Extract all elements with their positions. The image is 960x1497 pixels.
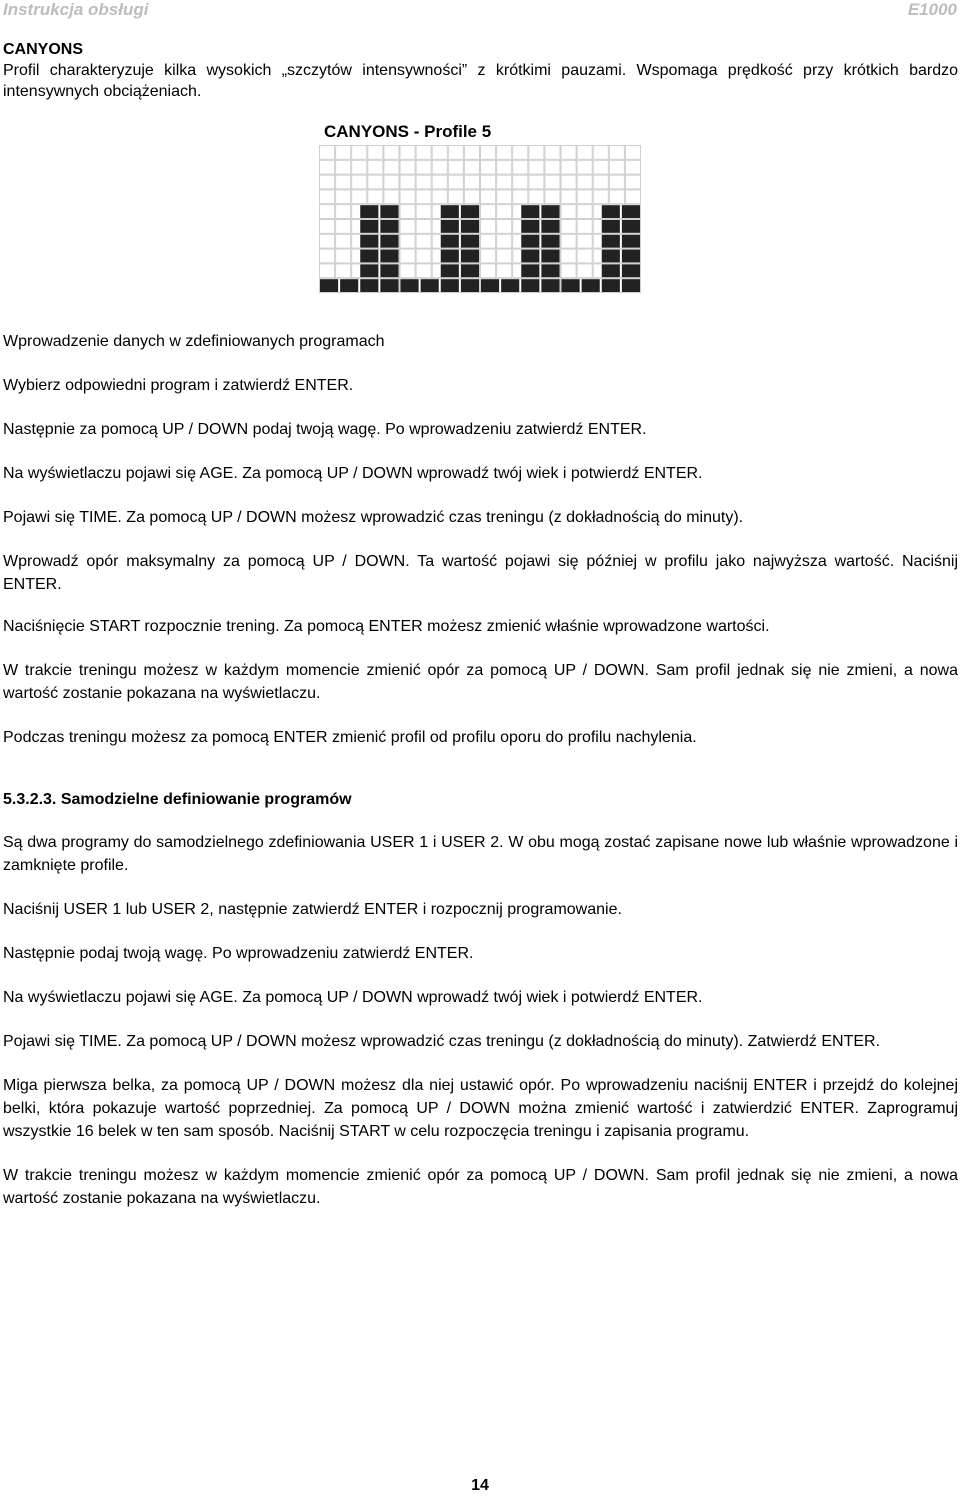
- bar-segment: [481, 279, 499, 292]
- bar-segment: [360, 205, 378, 218]
- grid-cell: [561, 220, 576, 234]
- bar-segment: [521, 220, 539, 233]
- grid-cell: [609, 190, 624, 204]
- grid-cell: [416, 175, 431, 189]
- bar-segment: [501, 279, 519, 292]
- grid-cell: [352, 190, 367, 204]
- grid-cell: [497, 249, 512, 263]
- grid-cell: [400, 205, 415, 219]
- grid-cell: [545, 190, 560, 204]
- grid-cell: [577, 264, 592, 278]
- grid-cell: [448, 160, 463, 174]
- page-header: [0, 0, 960, 22]
- grid-cell: [368, 160, 383, 174]
- grid-cell: [513, 190, 528, 204]
- grid-cell: [513, 175, 528, 189]
- grid-cell: [368, 175, 383, 189]
- grid-cell: [432, 190, 447, 204]
- paragraph: Wprowadź opór maksymalny za pomocą UP / DOWN. Ta wartość pojawi się później w profilu jako najwyższa wartość. Naciśnij ENTER.: [3, 553, 958, 593]
- grid-cell: [336, 220, 351, 234]
- bar-segment: [521, 205, 539, 218]
- grid-cell: [561, 175, 576, 189]
- bar-segment: [622, 279, 640, 292]
- grid-cell: [625, 175, 640, 189]
- grid-cell: [561, 249, 576, 263]
- grid-cell: [416, 190, 431, 204]
- grid-cell: [513, 146, 528, 160]
- header-title: Instrukcja obsługi: [3, 0, 149, 19]
- grid-cell: [400, 220, 415, 234]
- grid-cell: [416, 234, 431, 248]
- grid-cell: [497, 220, 512, 234]
- bar-segment: [320, 279, 338, 292]
- grid-cell: [432, 175, 447, 189]
- grid-cell: [336, 234, 351, 248]
- grid-cell: [593, 190, 608, 204]
- paragraph: Podczas treningu możesz za pomocą ENTER zmienić profil od profilu oporu do profilu nachylenia.: [3, 729, 697, 746]
- bar-segment: [380, 220, 398, 233]
- grid-cell: [464, 190, 479, 204]
- grid-cell: [336, 205, 351, 219]
- grid-cell: [545, 160, 560, 174]
- grid-cell: [416, 264, 431, 278]
- paragraph: Na wyświetlaczu pojawi się AGE. Za pomocą UP / DOWN wprowadź twój wiek i potwierdź ENTER.: [3, 465, 703, 482]
- grid-cell: [400, 160, 415, 174]
- chart-svg: [319, 145, 641, 293]
- bar-segment: [582, 279, 600, 292]
- grid-cell: [320, 146, 335, 160]
- grid-cell: [577, 220, 592, 234]
- grid-cell: [352, 175, 367, 189]
- grid-cell: [400, 190, 415, 204]
- bar-segment: [461, 250, 479, 263]
- bar-segment: [441, 220, 459, 233]
- bar-segment: [622, 205, 640, 218]
- bar-segment: [360, 235, 378, 248]
- bar-segment: [521, 279, 539, 292]
- bar-segment: [380, 250, 398, 263]
- grid-cell: [625, 160, 640, 174]
- grid-cell: [400, 249, 415, 263]
- grid-cell: [320, 190, 335, 204]
- bar-segment: [602, 279, 620, 292]
- grid-cell: [561, 160, 576, 174]
- bar-segment: [541, 220, 559, 233]
- grid-cell: [432, 160, 447, 174]
- grid-cell: [448, 175, 463, 189]
- bar-segment: [441, 264, 459, 277]
- bar-segment: [602, 205, 620, 218]
- grid-cell: [561, 264, 576, 278]
- grid-cell: [400, 264, 415, 278]
- bar-segment: [602, 264, 620, 277]
- grid-cell: [400, 234, 415, 248]
- grid-cell: [625, 190, 640, 204]
- bar-segment: [380, 264, 398, 277]
- grid-cell: [529, 175, 544, 189]
- grid-cell: [320, 175, 335, 189]
- bar-segment: [360, 250, 378, 263]
- grid-cell: [336, 175, 351, 189]
- grid-cell: [336, 264, 351, 278]
- grid-cell: [513, 160, 528, 174]
- grid-cell: [384, 175, 399, 189]
- grid-cell: [416, 160, 431, 174]
- grid-cell: [545, 146, 560, 160]
- grid-cell: [577, 190, 592, 204]
- grid-cell: [481, 264, 496, 278]
- grid-cell: [609, 146, 624, 160]
- bar-segment: [541, 205, 559, 218]
- grid-cell: [320, 234, 335, 248]
- grid-cell: [497, 234, 512, 248]
- bar-segment: [541, 250, 559, 263]
- grid-cell: [497, 146, 512, 160]
- grid-cell: [384, 146, 399, 160]
- grid-cell: [577, 205, 592, 219]
- grid-cell: [432, 146, 447, 160]
- paragraph: Naciśnij USER 1 lub USER 2, następnie zatwierdź ENTER i rozpocznij programowanie.: [3, 901, 622, 918]
- grid-cell: [481, 190, 496, 204]
- grid-cell: [529, 146, 544, 160]
- bar-segment: [541, 235, 559, 248]
- grid-cell: [416, 146, 431, 160]
- grid-cell: [545, 175, 560, 189]
- grid-cell: [368, 146, 383, 160]
- grid-cell: [416, 205, 431, 219]
- grid-cell: [577, 146, 592, 160]
- grid-cell: [593, 175, 608, 189]
- paragraph: Pojawi się TIME. Za pomocą UP / DOWN możesz wprowadzić czas treningu (z dokładnością do minuty).: [3, 509, 744, 526]
- section-intro: Profil charakteryzuje kilka wysokich „szczytów intensywności” z krótkimi pauzami. Wspomaga prędkość przy krótkich bardzo intensywnych obciążeniach.: [3, 62, 958, 100]
- grid-cell: [416, 249, 431, 263]
- grid-cell: [577, 160, 592, 174]
- grid-cell: [577, 249, 592, 263]
- bar-segment: [340, 279, 358, 292]
- grid-cell: [481, 175, 496, 189]
- grid-cell: [384, 160, 399, 174]
- grid-cell: [464, 175, 479, 189]
- grid-cell: [352, 160, 367, 174]
- grid-cell: [577, 234, 592, 248]
- grid-cell: [609, 160, 624, 174]
- grid-cell: [497, 264, 512, 278]
- profile-chart: [319, 122, 645, 308]
- bar-segment: [421, 279, 439, 292]
- grid-cell: [625, 146, 640, 160]
- bar-segment: [401, 279, 419, 292]
- grid-cell: [320, 264, 335, 278]
- bar-segment: [541, 264, 559, 277]
- grid-cell: [448, 190, 463, 204]
- grid-cell: [561, 190, 576, 204]
- section-title: CANYONS: [3, 41, 84, 58]
- grid-cell: [593, 160, 608, 174]
- paragraph: Miga pierwsza belka, za pomocą UP / DOWN możesz dla niej ustawić opór. Po wprowadzeniu naciśnij ENTER i przejdź do kolejnej belki, która pokazuje wartość poprzedniej. Za pomocą UP / DOWN można zmienić wartość i zatwierdzić ENTER. Zaprogramuj wszystkie 16 belek w ten sam sposób. Naciśnij START w celu rozpoczęcia treningu i zapisania programu.: [3, 1077, 958, 1140]
- grid-cell: [577, 175, 592, 189]
- bar-segment: [380, 235, 398, 248]
- paragraph: W trakcie treningu możesz w każdym momencie zmienić opór za pomocą UP / DOWN. Sam profil jednak się nie zmieni, a nowa wartość zostanie pokazana na wyświetlaczu.: [3, 1167, 958, 1207]
- grid-cell: [320, 160, 335, 174]
- bar-segment: [521, 250, 539, 263]
- grid-cell: [561, 146, 576, 160]
- bar-segment: [360, 220, 378, 233]
- grid-cell: [368, 190, 383, 204]
- bar-segment: [602, 220, 620, 233]
- bar-segment: [461, 235, 479, 248]
- grid-cell: [561, 234, 576, 248]
- grid-cell: [336, 249, 351, 263]
- bar-segment: [521, 264, 539, 277]
- bar-segment: [360, 264, 378, 277]
- grid-cell: [481, 220, 496, 234]
- grid-cell: [497, 205, 512, 219]
- bar-segment: [602, 235, 620, 248]
- grid-cell: [336, 190, 351, 204]
- paragraph: Na wyświetlaczu pojawi się AGE. Za pomocą UP / DOWN wprowadź twój wiek i potwierdź ENTER.: [3, 989, 703, 1006]
- bar-segment: [461, 220, 479, 233]
- grid-cell: [529, 160, 544, 174]
- chart-title: CANYONS - Profile 5: [324, 122, 492, 141]
- grid-cell: [481, 205, 496, 219]
- grid-cell: [320, 205, 335, 219]
- paragraph: Następnie za pomocą UP / DOWN podaj twoją wagę. Po wprowadzeniu zatwierdź ENTER.: [3, 421, 647, 438]
- grid-cell: [352, 146, 367, 160]
- page-number: 14: [471, 1477, 489, 1494]
- grid-cell: [448, 146, 463, 160]
- grid-cell: [464, 160, 479, 174]
- bar-segment: [622, 220, 640, 233]
- page-content: [3, 40, 958, 1210]
- grid-cell: [416, 220, 431, 234]
- grid-cell: [336, 146, 351, 160]
- bar-segment: [461, 264, 479, 277]
- bar-segment: [441, 279, 459, 292]
- grid-cell: [529, 190, 544, 204]
- grid-cell: [400, 146, 415, 160]
- paragraph: Następnie podaj twoją wagę. Po wprowadzeniu zatwierdź ENTER.: [3, 945, 474, 962]
- bar-segment: [441, 205, 459, 218]
- grid-cell: [497, 190, 512, 204]
- grid-cell: [464, 146, 479, 160]
- grid-cell: [497, 175, 512, 189]
- grid-cell: [561, 205, 576, 219]
- grid-cell: [400, 175, 415, 189]
- paragraph: W trakcie treningu możesz w każdym momencie zmienić opór za pomocą UP / DOWN. Sam profil jednak się nie zmieni, a nowa wartość zostanie pokazana na wyświetlaczu.: [3, 662, 958, 702]
- grid-cell: [481, 160, 496, 174]
- paragraph: Naciśnięcie START rozpocznie trening. Za pomocą ENTER możesz zmienić właśnie wprowadzone wartości.: [3, 618, 770, 635]
- grid-cell: [481, 249, 496, 263]
- bar-segment: [380, 205, 398, 218]
- paragraph: Są dwa programy do samodzielnego zdefiniowania USER 1 i USER 2. W obu mogą zostać zapisane nowe lub właśnie wprowadzone i zamknięte profile.: [3, 834, 958, 874]
- bar-segment: [360, 279, 378, 292]
- bar-segment: [521, 235, 539, 248]
- grid-cell: [481, 146, 496, 160]
- grid-cell: [320, 249, 335, 263]
- grid-cell: [609, 175, 624, 189]
- bar-segment: [461, 279, 479, 292]
- paragraph: Wybierz odpowiedni program i zatwierdź ENTER.: [3, 377, 354, 394]
- bar-segment: [622, 235, 640, 248]
- paragraph: Pojawi się TIME. Za pomocą UP / DOWN możesz wprowadzić czas treningu (z dokładnością do minuty). Zatwierdź ENTER.: [3, 1033, 881, 1050]
- grid-cell: [336, 160, 351, 174]
- bar-segment: [441, 250, 459, 263]
- header-model: E1000: [907, 0, 957, 19]
- grid-cell: [497, 160, 512, 174]
- grid-cell: [593, 146, 608, 160]
- bar-segment: [380, 279, 398, 292]
- bar-segment: [562, 279, 580, 292]
- bar-segment: [602, 250, 620, 263]
- bar-segment: [441, 235, 459, 248]
- grid-cell: [481, 234, 496, 248]
- grid-cell: [384, 190, 399, 204]
- bar-segment: [622, 250, 640, 263]
- paragraph: Wprowadzenie danych w zdefiniowanych programach: [3, 333, 385, 350]
- bar-segment: [541, 279, 559, 292]
- bar-segment: [622, 264, 640, 277]
- bar-segment: [461, 205, 479, 218]
- grid-cell: [320, 220, 335, 234]
- subsection-title: 5.3.2.3. Samodzielne definiowanie programów: [3, 791, 352, 808]
